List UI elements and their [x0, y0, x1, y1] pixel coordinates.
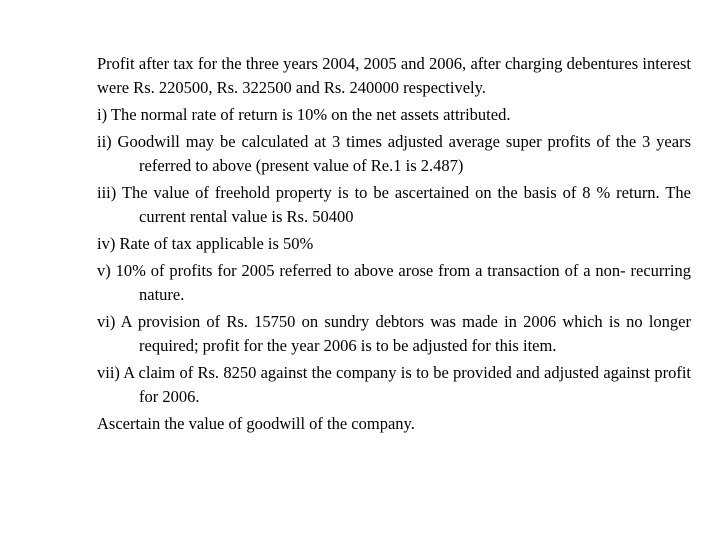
conclusion-paragraph: Ascertain the value of goodwill of the company. [97, 414, 415, 433]
condition-item-1: i) The normal rate of return is 10% on the net assets attributed. [97, 105, 511, 124]
condition-item-4: iv) Rate of tax applicable is 50% [97, 234, 314, 253]
condition-item-6: vi) A provision of Rs. 15750 on sundry debtors was made in 2006 which is no longer required; profit for the year 2006 is to be adjusted for this item. [97, 312, 691, 355]
document-body [97, 52, 691, 439]
condition-item-3: iii) The value of freehold property is to be ascertained on the basis of 8 % return. The current rental value is Rs. 50400 [97, 183, 691, 226]
condition-item-2: ii) Goodwill may be calculated at 3 times adjusted average super profits of the 3 years referred to above (present value of Re.1 is 2.487) [97, 132, 691, 175]
intro-paragraph: Profit after tax for the three years 2004, 2005 and 2006, after charging debentures interest were Rs. 220500, Rs. 322500 and Rs. 240000 respectively. [97, 54, 691, 97]
condition-item-5: v) 10% of profits for 2005 referred to above arose from a transaction of a non- recurring nature. [97, 261, 691, 304]
condition-item-7: vii) A claim of Rs. 8250 against the company is to be provided and adjusted against profit for 2006. [97, 363, 691, 406]
